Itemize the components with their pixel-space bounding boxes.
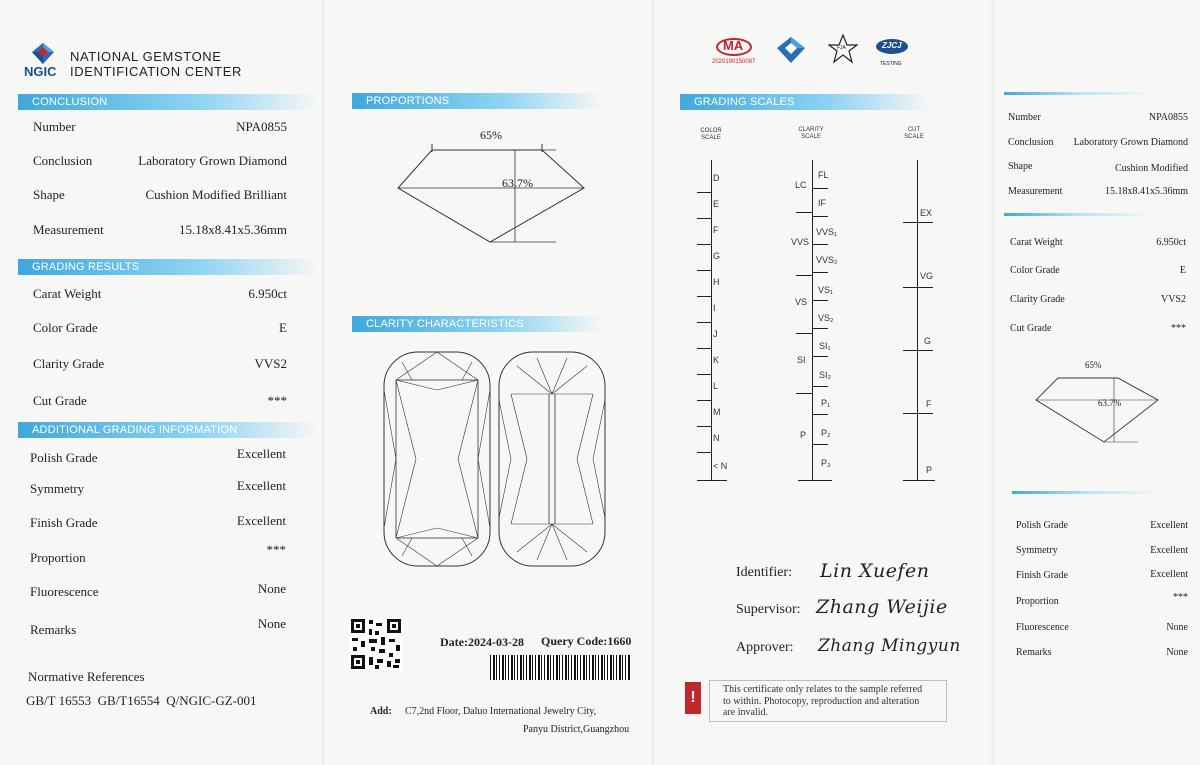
color-tick — [697, 400, 711, 401]
clarity-grade: SI₁ — [819, 341, 831, 351]
row-value: Excellent — [236, 478, 286, 493]
row-label: Color Grade — [33, 320, 98, 335]
ngic-diamond-icon — [776, 36, 806, 64]
cut-grade: EX — [920, 208, 933, 218]
clarity-group-tick — [796, 275, 812, 276]
row-label: Carat Weight — [33, 286, 102, 301]
row-value: 15.18x8.41x5.36mm — [179, 222, 287, 237]
identifier-signature: Lin Xuefen — [820, 560, 930, 582]
clarity-tick — [812, 216, 828, 217]
clarity-grade: VS₁ — [818, 285, 834, 295]
row-value: Excellent — [1150, 569, 1188, 580]
clarity-group: SI — [797, 355, 806, 365]
approver-signature: Zhang Mingyun — [818, 636, 961, 656]
address-label: Add: — [370, 706, 392, 717]
row-value: Cushion Modified — [1114, 163, 1188, 174]
zjcj-text: ZJCJ — [882, 41, 902, 50]
color-grade: K — [713, 355, 720, 365]
row-label: Conclusion — [33, 153, 93, 168]
summary-depth-label: 63.7% — [1098, 398, 1122, 408]
clarity-grade: P₃ — [821, 458, 831, 468]
row-label: Number — [33, 119, 76, 134]
color-grade: H — [713, 277, 720, 287]
clarity-grade: VS₂ — [818, 313, 834, 323]
row-value: Excellent — [1150, 545, 1188, 556]
color-tick — [697, 270, 711, 271]
row-value: *** — [1171, 323, 1186, 334]
color-grade: E — [713, 199, 720, 209]
row-value: Excellent — [1150, 520, 1188, 531]
color-grade: L — [713, 381, 719, 391]
row-label: Number — [1008, 112, 1041, 123]
row-label: Finish Grade — [1016, 570, 1068, 581]
qr-code-icon[interactable] — [349, 617, 403, 671]
normative-title: Normative References — [28, 669, 145, 684]
color-grade: D — [713, 173, 720, 183]
clarity-characteristics-header: CLARITY CHARACTERISTICS — [352, 316, 602, 332]
clarity-scale-line — [812, 160, 813, 480]
row-value: 6.950ct — [1156, 237, 1186, 248]
supervisor-label: Supervisor: — [736, 602, 801, 617]
supervisor-signature: Zhang Weijie — [816, 596, 948, 618]
clarity-scale-base — [798, 480, 832, 481]
color-tick — [697, 296, 711, 297]
notice-line1: This certificate only relates to the sample referred — [723, 684, 923, 695]
cut-grade: VG — [920, 271, 934, 281]
row-value: *** — [266, 542, 286, 557]
row-label: Shape — [1008, 161, 1033, 172]
color-tick — [697, 192, 711, 193]
clarity-tick — [812, 386, 828, 387]
proportions-header: PROPORTIONS — [352, 93, 602, 109]
clarity-scale-title: CLARITY SCALE — [798, 127, 824, 140]
row-label: Clarity Grade — [1010, 294, 1065, 305]
testing-text: TESTING — [880, 61, 902, 67]
summary-accent-bar — [1004, 213, 1154, 216]
normative-refs: GB/T 16553 GB/T16554 Q/NGIC-GZ-001 — [26, 693, 257, 708]
row-label: Fluorescence — [30, 584, 99, 599]
row-value: VVS2 — [254, 356, 287, 371]
color-tick — [697, 348, 711, 349]
color-tick — [697, 322, 711, 323]
color-tick — [697, 244, 711, 245]
cut-grade: G — [924, 336, 932, 346]
row-value: *** — [267, 393, 287, 408]
clarity-tick — [812, 328, 828, 329]
color-scale-title: COLOR SCALE — [700, 128, 722, 141]
cut-grade: P — [926, 465, 933, 475]
row-value: E — [1179, 265, 1186, 276]
row-value: NPA0855 — [1148, 112, 1188, 123]
row-value: 15.18x8.41x5.36mm — [1104, 186, 1188, 197]
row-label: Remarks — [1016, 647, 1052, 658]
address-line2: Panyu District,Guangzhou — [523, 724, 630, 735]
fold-line — [990, 0, 996, 765]
summary-proportions-diagram — [1034, 370, 1164, 450]
row-label: Clarity Grade — [33, 356, 105, 371]
summary-accent-bar — [1004, 92, 1154, 95]
clarity-tick — [812, 244, 828, 245]
summary-table-label: 65% — [1085, 360, 1102, 370]
cut-tick — [903, 222, 933, 223]
row-label: Color Grade — [1010, 265, 1060, 276]
row-label: Polish Grade — [1016, 520, 1068, 531]
color-scale-line — [711, 160, 712, 480]
clarity-grade: SI₂ — [819, 370, 831, 380]
notice-line2: to within. Photocopy, reproduction and alteration — [723, 696, 920, 707]
clarity-grade: P₂ — [821, 428, 831, 438]
color-grade: I — [713, 303, 716, 313]
color-tick — [697, 374, 711, 375]
color-tick — [697, 218, 711, 219]
additional-header: ADDITIONAL GRADING INFORMATION — [18, 422, 318, 438]
clarity-group-tick — [796, 212, 812, 213]
row-label: Finish Grade — [30, 515, 98, 530]
summary-accent-bar — [1012, 491, 1162, 494]
row-label: Measurement — [1008, 186, 1063, 197]
grading-results-header: GRADING RESULTS — [18, 259, 318, 275]
ngic-logo-icon — [30, 42, 56, 66]
clarity-group-tick — [796, 333, 812, 334]
query-code: Query Code:1660 — [541, 634, 632, 648]
clarity-grade: P₁ — [821, 398, 831, 408]
address-line1: C7,2nd Floor, Daluo International Jewelry City, — [405, 706, 597, 717]
clarity-tick — [812, 272, 828, 273]
notice-warning-icon: ! — [685, 682, 701, 714]
row-label: Conclusion — [1008, 137, 1054, 148]
color-grade: F — [713, 225, 719, 235]
clarity-group-tick — [796, 393, 812, 394]
row-value: Excellent — [236, 513, 286, 528]
row-value: VVS2 — [1160, 294, 1186, 305]
row-value: NPA0855 — [236, 119, 287, 134]
row-label: Proportion — [1016, 596, 1059, 607]
row-label: Shape — [33, 187, 65, 202]
clarity-plot-crown — [382, 350, 494, 570]
cma-text: MA — [723, 38, 744, 53]
brand-header — [24, 42, 314, 82]
row-label: Cut Grade — [1010, 323, 1052, 334]
color-grade: M — [713, 407, 721, 417]
row-value: None — [257, 616, 286, 631]
brand-name-line1: NATIONAL GEMSTONE — [70, 49, 222, 64]
row-value: Laboratory Grown Diamond — [138, 153, 287, 168]
grading-scales-header: GRADING SCALES — [680, 94, 930, 110]
logo-text: NGIC — [24, 64, 57, 79]
cut-tick — [903, 350, 933, 351]
cma-number: 2020190150087 — [712, 59, 756, 65]
row-label: Symmetry — [1016, 545, 1058, 556]
row-value: Cushion Modified Brilliant — [145, 187, 287, 202]
row-value: None — [257, 581, 286, 596]
clarity-group: VVS — [791, 237, 810, 247]
row-label: Measurement — [33, 222, 104, 237]
clarity-group: VS — [795, 297, 808, 307]
color-grade: J — [713, 329, 718, 339]
clarity-grade: IF — [818, 198, 826, 208]
approver-label: Approver: — [736, 640, 794, 655]
fja-text: FJA — [837, 45, 846, 51]
color-grade: N — [713, 433, 720, 443]
cut-tick — [903, 413, 933, 414]
row-value: E — [279, 320, 287, 335]
brand-name-line2: IDENTIFICATION CENTER — [70, 64, 242, 79]
clarity-grade: FL — [818, 170, 829, 180]
clarity-tick — [812, 444, 828, 445]
conclusion-header: CONCLUSION — [18, 94, 318, 110]
row-value: 6.950ct — [248, 286, 287, 301]
row-label: Cut Grade — [33, 393, 87, 408]
proportion-table-label: 65% — [480, 128, 502, 142]
clarity-tick — [812, 414, 828, 415]
row-label: Fluorescence — [1016, 622, 1069, 633]
row-label: Symmetry — [30, 481, 85, 496]
row-value: *** — [1173, 592, 1188, 603]
color-tick — [697, 452, 711, 453]
identifier-label: Identifier: — [736, 565, 792, 580]
row-value: Laboratory Grown Diamond — [1073, 137, 1188, 148]
notice-line3: are invalid. — [723, 707, 768, 718]
clarity-plot-pavilion — [497, 350, 609, 570]
clarity-group: P — [800, 430, 807, 440]
clarity-group: LC — [795, 180, 807, 190]
row-value: Excellent — [236, 446, 286, 461]
proportion-depth-label: 63.7% — [502, 176, 533, 190]
clarity-tick — [812, 356, 828, 357]
barcode[interactable] — [490, 655, 630, 680]
clarity-tick — [812, 300, 828, 301]
fold-line — [650, 0, 656, 765]
row-label: Proportion — [30, 550, 86, 565]
color-grade: < N — [713, 461, 728, 471]
cert-logos — [710, 34, 920, 74]
cut-scale-title: CUT SCALE — [904, 127, 924, 140]
clarity-grade: VVS₁ — [816, 227, 838, 237]
color-tick — [697, 426, 711, 427]
row-label: Polish Grade — [30, 450, 98, 465]
row-value: None — [1166, 622, 1188, 633]
clarity-tick — [812, 188, 828, 189]
fold-line — [320, 0, 326, 765]
report-date: Date:2024-03-28 — [440, 635, 524, 649]
clarity-grade: VVS₂ — [816, 255, 838, 265]
color-scale-base — [697, 480, 727, 481]
row-label: Remarks — [30, 622, 77, 637]
row-value: None — [1166, 647, 1188, 658]
cut-scale-base — [903, 480, 935, 481]
notice-box — [685, 678, 950, 722]
row-label: Carat Weight — [1010, 237, 1063, 248]
cut-scale-line — [917, 160, 918, 480]
color-grade: G — [713, 251, 721, 261]
cut-grade: F — [926, 399, 932, 409]
cut-tick — [903, 287, 933, 288]
